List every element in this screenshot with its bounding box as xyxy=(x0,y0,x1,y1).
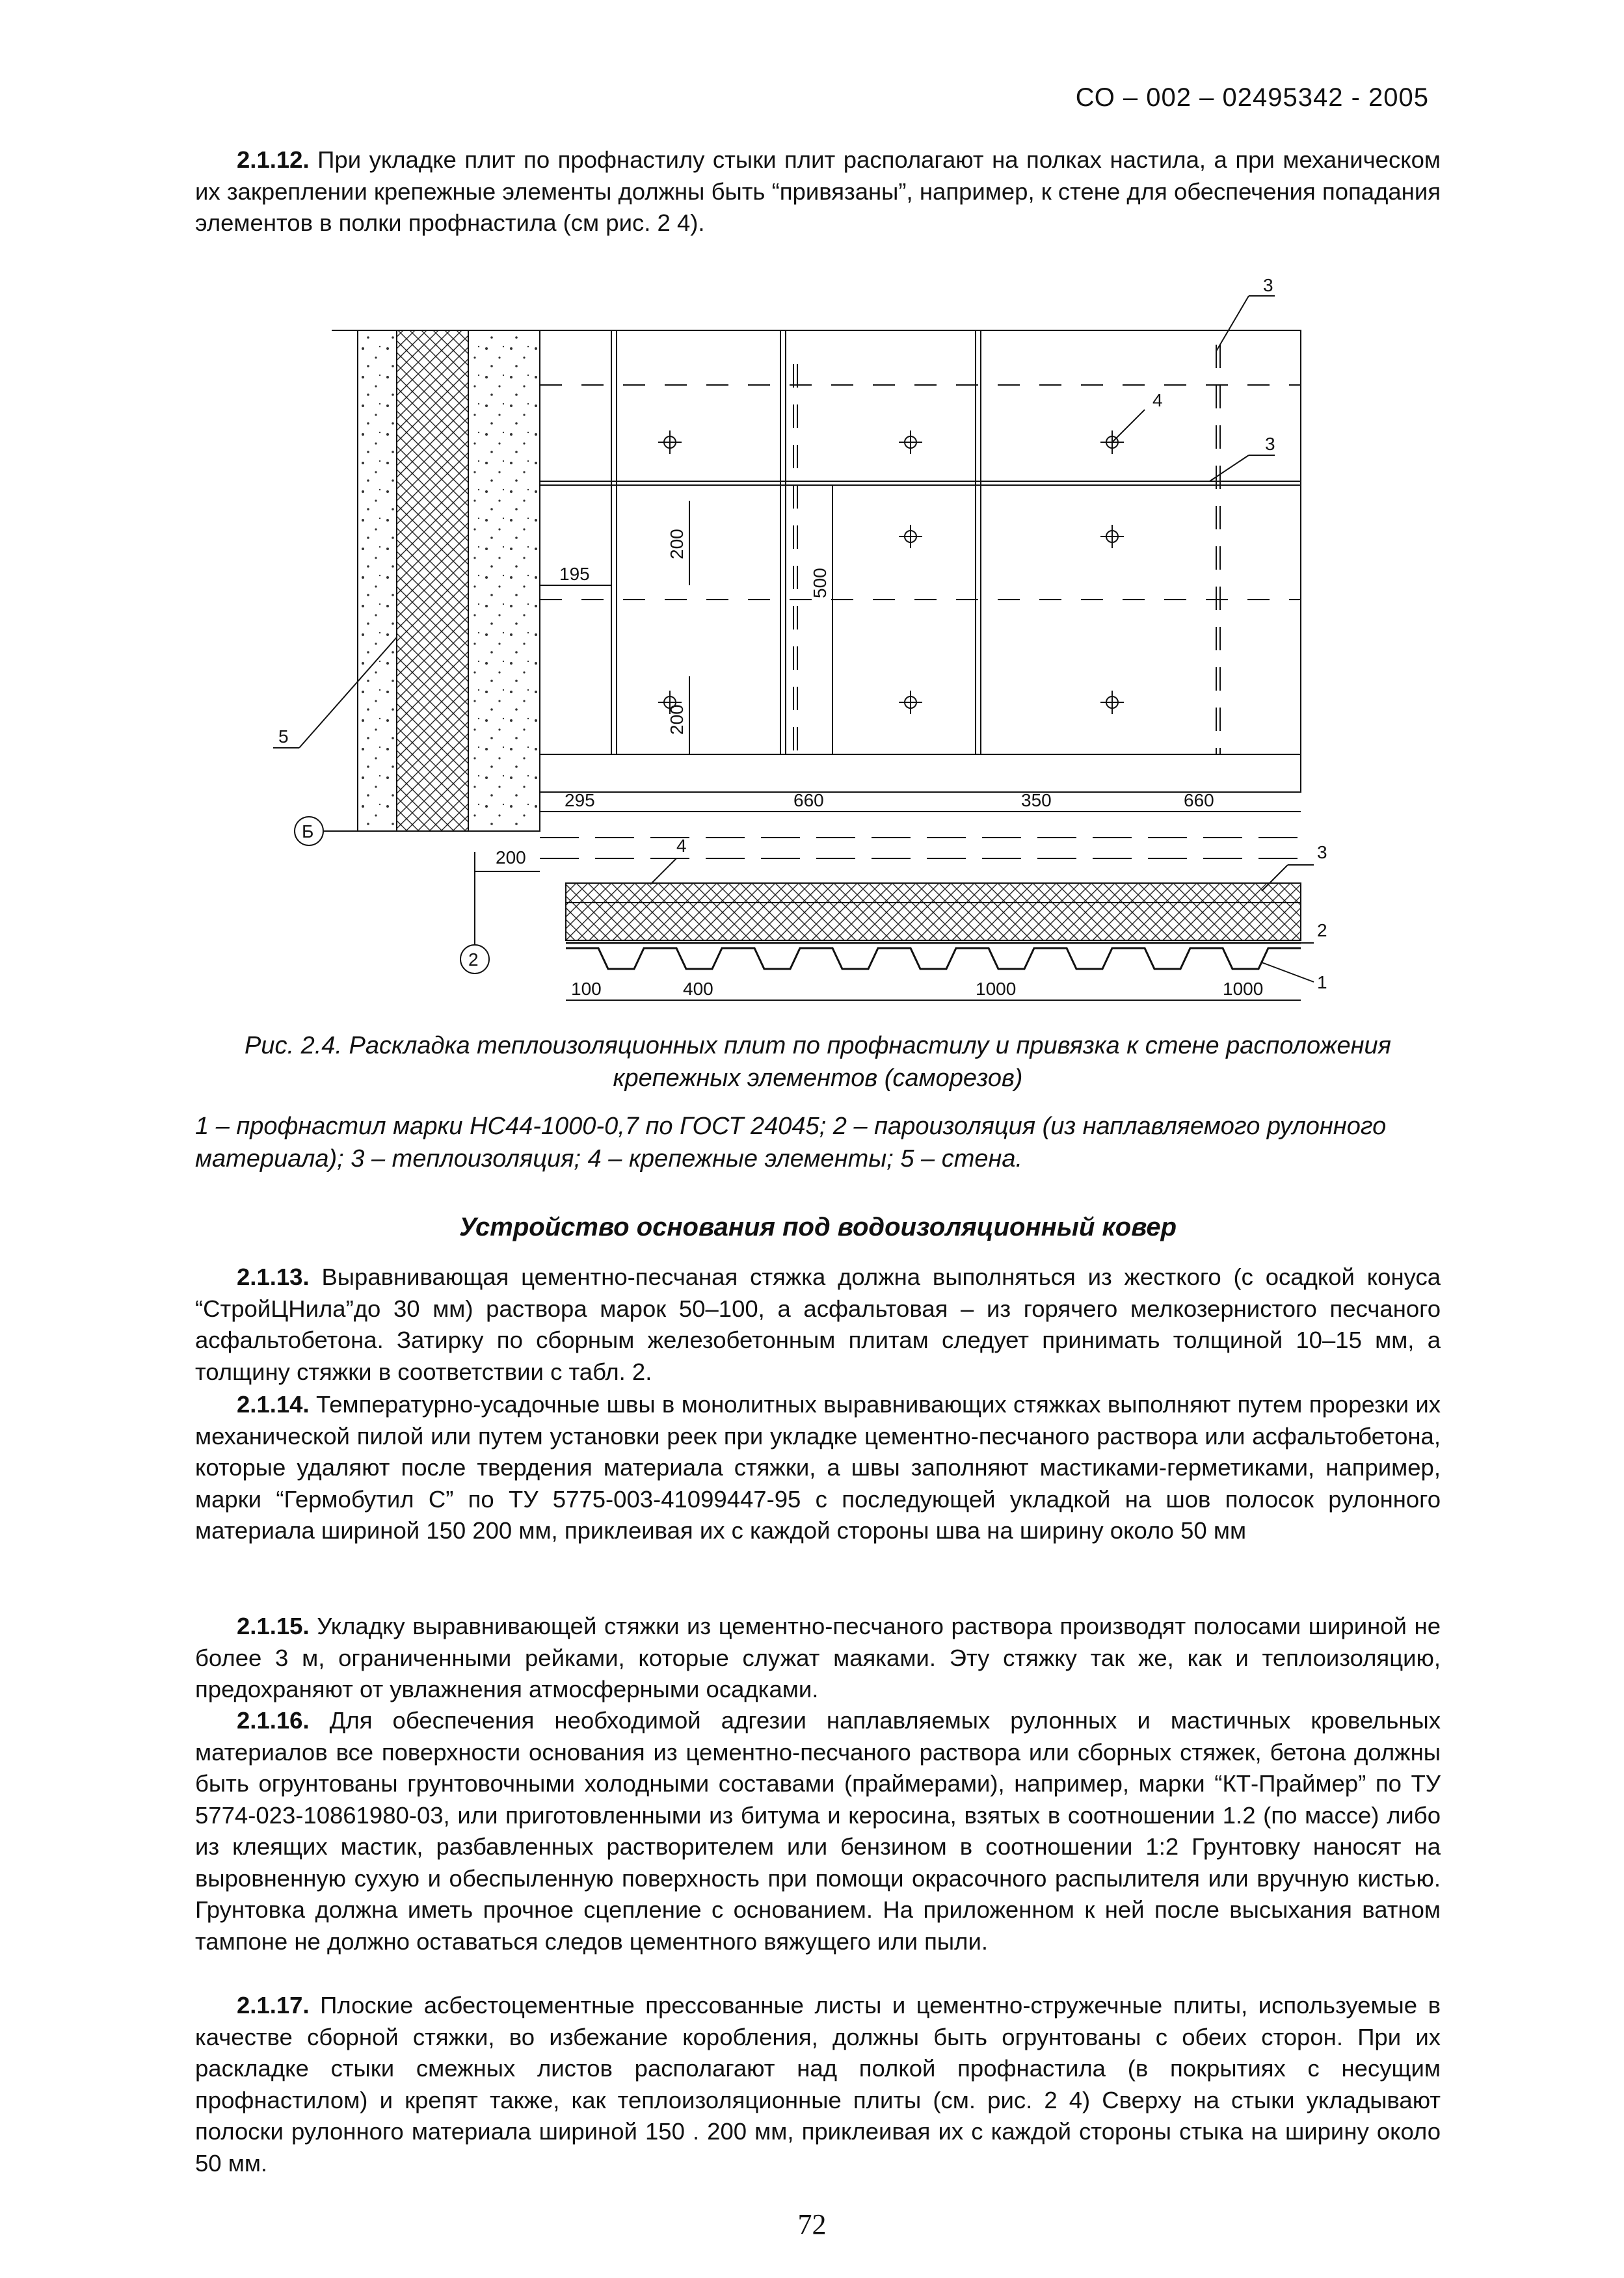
insulation-layout-drawing xyxy=(260,275,1333,1014)
paragraph-2-1-17: 2.1.17. Плоские асбестоцементные прессованные листы и цементно-стружечные плиты, используемые в качестве сборной стяжки, во избежание коробления, должны быть огрунтованы с обеих сторон. При их раскладке стыки смежных листов располагают над полкой профнастила (в покрытиях с несущим профнастилом) и крепят также, как теплоизоляционные плиты (см. рис. 2 4) Сверху на стыки укладывают полоски рулонного материала шириной 150 . 200 мм, приклеивая их с каждой стороны стыка на ширину около 50 мм. xyxy=(195,1992,1441,2177)
dim-350: 350 xyxy=(1021,790,1052,810)
label-5: 5 xyxy=(278,726,289,747)
dim-100: 100 xyxy=(571,979,602,999)
label-3-top: 3 xyxy=(1263,275,1273,295)
label-2: 2 xyxy=(1317,920,1327,940)
axis-b: Б xyxy=(302,821,314,841)
dim-660-a: 660 xyxy=(793,790,824,810)
dim-660-b: 660 xyxy=(1184,790,1214,810)
label-4-section: 4 xyxy=(676,836,687,856)
label-3-right: 3 xyxy=(1265,434,1275,454)
figure-2-4 xyxy=(260,275,1333,1014)
dim-200-a: 200 xyxy=(667,529,687,559)
label-3-section: 3 xyxy=(1317,842,1327,862)
paragraph-2-1-14: 2.1.14. Температурно-усадочные швы в монолитных выравнивающих стяжках выполняют путем прорезки их механической пилой или путем установки реек при укладке цементно-песчаного раствора или асфальтобетона, которые удаляют после твердения материала стяжки, а швы заполняют мастиками-герметиками, например, марки “Гермобутил С” по ТУ 5775-003-41099447-95 с последующей укладкой на шов полосок рулонного материала шириной 150 200 мм, приклеивая их с каждой стороны шва на ширину около 50 мм xyxy=(195,1391,1441,1544)
figure-caption-title: Рис. 2.4. Раскладка теплоизоляционных плит по профнастилу и привязка к стене расположения крепежных элементов (саморезов) xyxy=(245,1032,1391,1092)
dim-195: 195 xyxy=(559,564,590,584)
page-number: 72 xyxy=(797,2208,827,2240)
dim-1000-b: 1000 xyxy=(1223,979,1264,999)
label-4: 4 xyxy=(1152,390,1163,410)
dim-200-wall: 200 xyxy=(496,847,526,867)
doc-code: СО – 002 – 02495342 - 2005 xyxy=(1075,83,1429,112)
figure-caption-legend: 1 – профнастил марки НС44-1000-0,7 по ГОСТ 24045; 2 – пароизоляция (из наплавляемого рулонного материала); 3 – теплоизоляция; 4 – крепежные элементы; 5 – стена. xyxy=(195,1113,1387,1172)
label-1: 1 xyxy=(1317,972,1327,992)
paragraph-2-1-12: 2.1.12. При укладке плит по профнастилу стыки плит располагают на полках настила, а при механическом их закреплении крепежные элементы должны быть “привязаны”, например, к стене для обеспечения попадания элементов в полки профнастила (см рис. 2 4). xyxy=(195,146,1441,236)
paragraph-2-1-15: 2.1.15. Укладку выравнивающей стяжки из цементно-песчаного раствора производят полосами шириной не более 3 м, ограниченными рейками, которые служат маяками. Эту стяжку так же, как и теплоизоляцию, предохраняют от увлажнения атмосферными осадками. xyxy=(195,1613,1441,1702)
section-title: Устройство основания под водоизоляционный ковер xyxy=(459,1213,1177,1241)
dim-400: 400 xyxy=(683,979,713,999)
dim-500: 500 xyxy=(810,568,830,598)
dim-1000-a: 1000 xyxy=(976,979,1017,999)
axis-2: 2 xyxy=(468,949,479,970)
paragraph-2-1-16: 2.1.16. Для обеспечения необходимой адгезии наплавляемых рулонных и мастичных кровельных материалов все поверхности основания из цементно-песчаного раствора или сборных стяжек, бетона должны быть огрунтованы грунтовочными холодными составами (праймерами), например, марки “КТ-Праймер” по ТУ 5774-023-10861980-03, или приготовленными из битума и керосина, взятых в соотношении 1.2 (по массе) либо из клеящих мастик, разбавленных растворителем или бензином в соотношении 1:2 Грунтовку наносят на выровненную сухую и обеспыленную поверхность при помощи окрасочного распылителя или вручную кистью. Грунтовка должна иметь прочное сцепление с основанием. На приложенном к ней после высыхания ватном тампоне не должно оставаться следов цементного вяжущего или пыли. xyxy=(195,1707,1441,1955)
paragraph-2-1-13: 2.1.13. Выравнивающая цементно-песчаная стяжка должна выполняться из жесткого (с осадкой конуса “СтройЦНила”до 30 мм) раствора марок 50–100, а асфальтовая – из горячего мелкозернистого песчаного асфальтобетона. Затирку по сборным железобетонным плитам следует принимать толщиной 10–15 мм, а толщину стяжки в соответствии с табл. 2. xyxy=(195,1264,1441,1385)
dim-200-b: 200 xyxy=(667,704,687,735)
dim-295: 295 xyxy=(565,790,595,810)
